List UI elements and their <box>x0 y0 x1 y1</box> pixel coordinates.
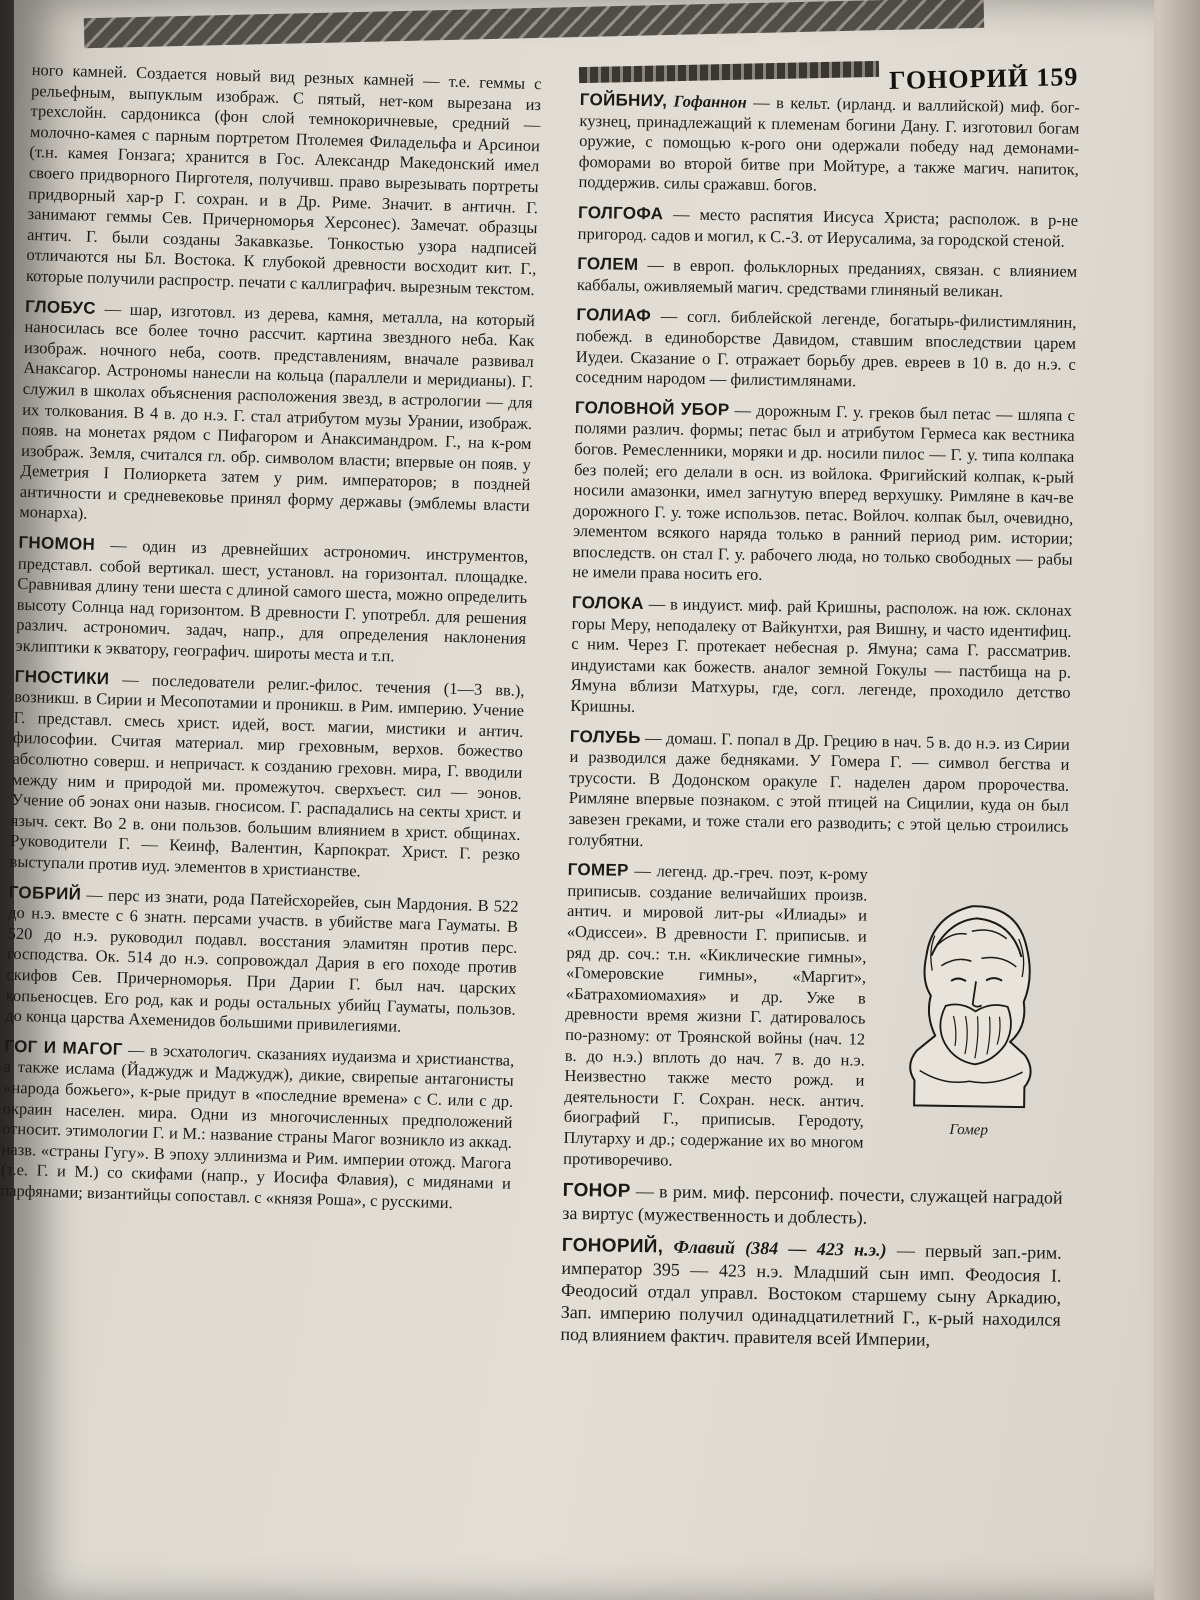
headword: ГОБРИЙ <box>8 882 82 904</box>
article-golem <box>577 254 1078 303</box>
headword: ГОМЕР <box>567 860 629 881</box>
left-column <box>0 60 542 1225</box>
right-column <box>560 90 1080 1363</box>
article-text: — в эсхатологич. сказаниях иудаизма и христианства, а также ислама (Йаджудж и Маджудж), дикие, свирепые антагонисты «народа божьего», к-рые придут в «последние времена» с С. или с др. окраин населен. мира. Одни из многочисленных предположений относит. этимологии Г. и М.: название страны Магог возникло из аккад. назв. «страны Гугу». В эпоху эллинизма и Рим. империи отожд. Магога (т.е. Г. и М.) со скифами (напр., у Иосифа Флавия), с мидянами и парфянами; византийцы сопоставл. с «князя Роша», с русскими. <box>0 1039 515 1213</box>
article-text: — перс из знати, рода Патейсхорейев, сын Мардония. В 522 до н.э. вместе с 6 знатн. персами участв. в убийстве мага Гауматы. В 520 до н.э. руководил подавл. восстания эламитян против перс. господства. Ок. 514 до н.э. сопровождал Дария в его походе против скифов Сев. Причерноморья. При Дарии Г. был нач. царских копьеносцев. Его род, как и роды остальных убийц Гауматы, пользов. до конца царства Ахеменидов большими привилегиями. <box>5 884 519 1036</box>
article-text: — шар, изготовл. из дерева, камня, металла, на который наносилась все более точно рассчит. картина звездного неба. Как изображ. ночного неба, соотв. представлениям, вначале развивал Анаксагор. Астрономы нанесли на кольца (параллели и меридианы). Г. служил в школах объяснения расположения звезд, в астрологии — для их толкования. В 4 в. до н.э. Г. стал атрибутом музы Урании, изображ. появ. на монетах рядом с Пифагором и Анаксимандром. Г., на к-ром изображ. Земля, считался гл. обр. символом власти; впервые он появ. у Деметрия I Полиоркета затем у рим. императоров; в поздней античности и средневековье принял форму державы (эмблемы власти монарха). <box>19 298 536 524</box>
article-text: — один из древнейших астрономич. инструментов, представл. собой вертикал. шест, установл. на горизонтал. площадке. Сравнивая длину тени шеста с длиной самого шеста, можно определить высоту Солнца над горизонтом. В древности Г. употребл. для решения различ. астрономич. задач, напр., для определения наклонения эклиптики к экватору, географич. широты места и т.п. <box>15 535 529 666</box>
article-gnomon <box>15 533 528 671</box>
headword: ГНОСТИКИ <box>14 666 110 689</box>
headword: ГОНОРИЙ, <box>561 1234 664 1258</box>
article-gobriy <box>5 882 519 1040</box>
running-head: ГОНОРИЙ 159 <box>888 62 1079 95</box>
article-goybniu <box>578 90 1080 201</box>
article-text: — домаш. Г. попал в Др. Грецию в нач. 5 в. до н.э. из Сирии и разводился даже бедняками. У Гомера Г. — символ бегства и трусости. В Додонском оракуле Г. наделен даром пророчества. Римляне впервые познаком. с этой птицей на Сицилии, куда он был завезен греками, и тоже стали его разводить; с этой целью строились голубятни. <box>568 727 1070 850</box>
article-goloka <box>570 593 1072 724</box>
article-globus <box>19 296 535 537</box>
headword: ГЛОБУС <box>24 296 97 318</box>
article-goliaf <box>575 305 1076 395</box>
article-text: — первый зап.-рим. император 395 — 423 н.э. Младший сын имп. Феодосия I. Феодосий отдал управл. Востоком старшему сыну Аркадию, Зап. империю получил одинадцатилетний Г., к-рый находился под влиянием фактич. правителя всей Империи, <box>560 1240 1062 1350</box>
article-text: — последователи религ.-филос. течения (1—3 вв.), возникш. в Сирии и Месопотамии и проникш. в Рим. империю. Учение Г. представл. смесь христ. идей, вост. магии, мистики и антич. философии. Считая материал. мир греховным, верхов. божество абсолютно соверш. и непричаст. к созданию греховн. мира, Г. вводили между ним и природой ми. промежуточ. сверхъест. сил — эонов. Учение об эонах они назыв. гносисом. Г. распадались на секты христ. и языч. сект. Во 2 в. они пользов. большим влиянием в христ. общинах. Руководители Г. — Кеинф, Валентин, Карпократ. Христ. Г. резко выступали против иуд. элементов в христианстве. <box>9 669 525 881</box>
headword: ГОЙБНИУ, <box>579 90 668 111</box>
article-continuation <box>26 60 542 301</box>
article-text: ного камней. Создается новый вид резных камней — т.е. геммы с рельефным, выпуклым изображ. С пятый, нет-ком вырезана из трехслойн. сардоникса (фон слой темнокоричневые, средний — молочно-камея с парным портретом Птолемея Филадельфа и Арсинои (т.н. камея Гонзага; хранится в Гос. Александр Македонский имел своего придворного Пирготеля, получивш. право вырезывать портреты придворный хар-р Г. сохран. и в Др. Риме. Значит. в античн. Г. занимают геммы Сев. Причерноморья Херсонес). Замечат. образцы антич. Г. были созданы Закавказье. Тонкостью узора надписей отличаются ны Бл. Востока. К глубокой древности восходит кит. Г., которые получили распростр. печати с каллиграфич. вырезным текстом. <box>25 60 542 300</box>
article-gog-i-magog <box>0 1036 514 1215</box>
headword: ГОЛОВНОЙ УБОР <box>574 397 730 420</box>
headword: ГОНОР <box>562 1179 631 1203</box>
article-golovnoy-ubor <box>572 398 1075 591</box>
article-text: — легенд. др.-греч. поэт, к-рому приписыв. создание величайших произв. антич. и мировой лит-ры «Илиады» и «Одиссеи». В древности Г. приписыв. и ряд др. соч.: т.н. «Киклические гимны», «Гомеровские гимны», «Маргит», «Батрахомиомахия» и др. Уже в древности время жизни Г. датировалось по-разному: от Троянской войны (нач. 12 в. до н.э.) вплоть до нач. 7 в. до н.э. Неизвестно также место рожд. и деятельности Г. Сохран. неск. антич. биографий Г., приписыв. Геродоту, Плутарху и др.; содержание их во многом противоречиво. <box>563 861 868 1170</box>
article-text: — в индуист. миф. рай Кришны, располож. на юж. склонах горы Меру, неподалеку от Вайкунтхи, рая Вишну, и часто идентифиц. с ним. Через Г. протекает небесная р. Ямуна; сама Г. рассматрив. индуистами как божеств. аналог земной Гокулы — пастбища на р. Ямуна вблизи Матхуры, где, согл. легенде, проходило детство Кришны. <box>570 594 1073 716</box>
article-gonoriy <box>560 1234 1062 1353</box>
ornamental-border <box>84 0 984 48</box>
headword: ГОЛИАФ <box>576 305 652 326</box>
figure-caption: Гомер <box>949 1122 989 1139</box>
article-text: — в европ. фольклорных преданиях, связан. с влиянием каббалы, оживляемый магич. средствами глиняный великан. <box>576 255 1078 301</box>
homer-figure <box>874 875 1068 1143</box>
article-text: — в кельт. (ирланд. и валлийской) миф. бог-кузнец, принадлежащий к племенам богини Дану. Г. изготовил богам оружие, с помощью к-рого они одержали победу над демонами-фоморами во второй битве при Мойтуре, а также магич. напиток, поддержив. силы сражавш. богов. <box>578 92 1080 196</box>
homer-bust-illustration <box>874 875 1068 1118</box>
headword-variant: Флавий (384 — 423 н.э.) <box>673 1236 887 1261</box>
headword: ГОГ И МАГОГ <box>4 1036 124 1059</box>
headword: ГНОМОН <box>18 532 96 555</box>
headword: ГОЛОКА <box>571 593 644 614</box>
headword: ГОЛУБЬ <box>569 726 641 747</box>
headword: ГОЛЕМ <box>577 254 639 275</box>
article-text: — дорожным Г. у. греков был петас — шляпа с полями различ. формы; петас был и атрибутом Гермеса как вестника богов. Ремесленники, моряки и др. носили пилос — Г. у. типа колпака без полей; его делали в осн. из войлока. Фригийский колпак, к-рый носили амазонки, имел загнутую вперед верхушку. Римляне в кач-ве дорожного Г. у. тоже использов. петас. Войлоч. колпак был, очевидно, элементом всякого наряда только в ранний период рим. истории; впоследств. он стал Г. у. рабочего люда, но только свободных — рабы не имели права носить его. <box>572 400 1076 585</box>
article-text: — место распятия Иисуса Христа; располож. в р-не пригород. садов и могил, к С.-З. от Иерусалима, за городской стеной. <box>577 204 1079 251</box>
article-gonor <box>562 1179 1063 1232</box>
article-gomer <box>563 860 1068 1177</box>
article-text: — в рим. миф. персониф. почести, служащей наградой за виртус (мужественность и доблесть). <box>562 1181 1063 1228</box>
article-golgofa <box>578 203 1079 252</box>
headword-variant: Гофаннон <box>673 91 747 112</box>
article-text: — согл. библейской легенде, богатырь-филистимлянин, побежд. в единоборстве Давидом, ставшим впоследствии царем Иудеи. Сказание о Г. отражает борьбу древ. евреев в 10 в. до н.э. с соседним народом — филистимлянами. <box>575 306 1077 391</box>
header-ornament <box>579 61 879 83</box>
headword: ГОЛГОФА <box>577 202 664 224</box>
article-gnostiki <box>9 666 525 886</box>
article-golub <box>568 727 1070 858</box>
